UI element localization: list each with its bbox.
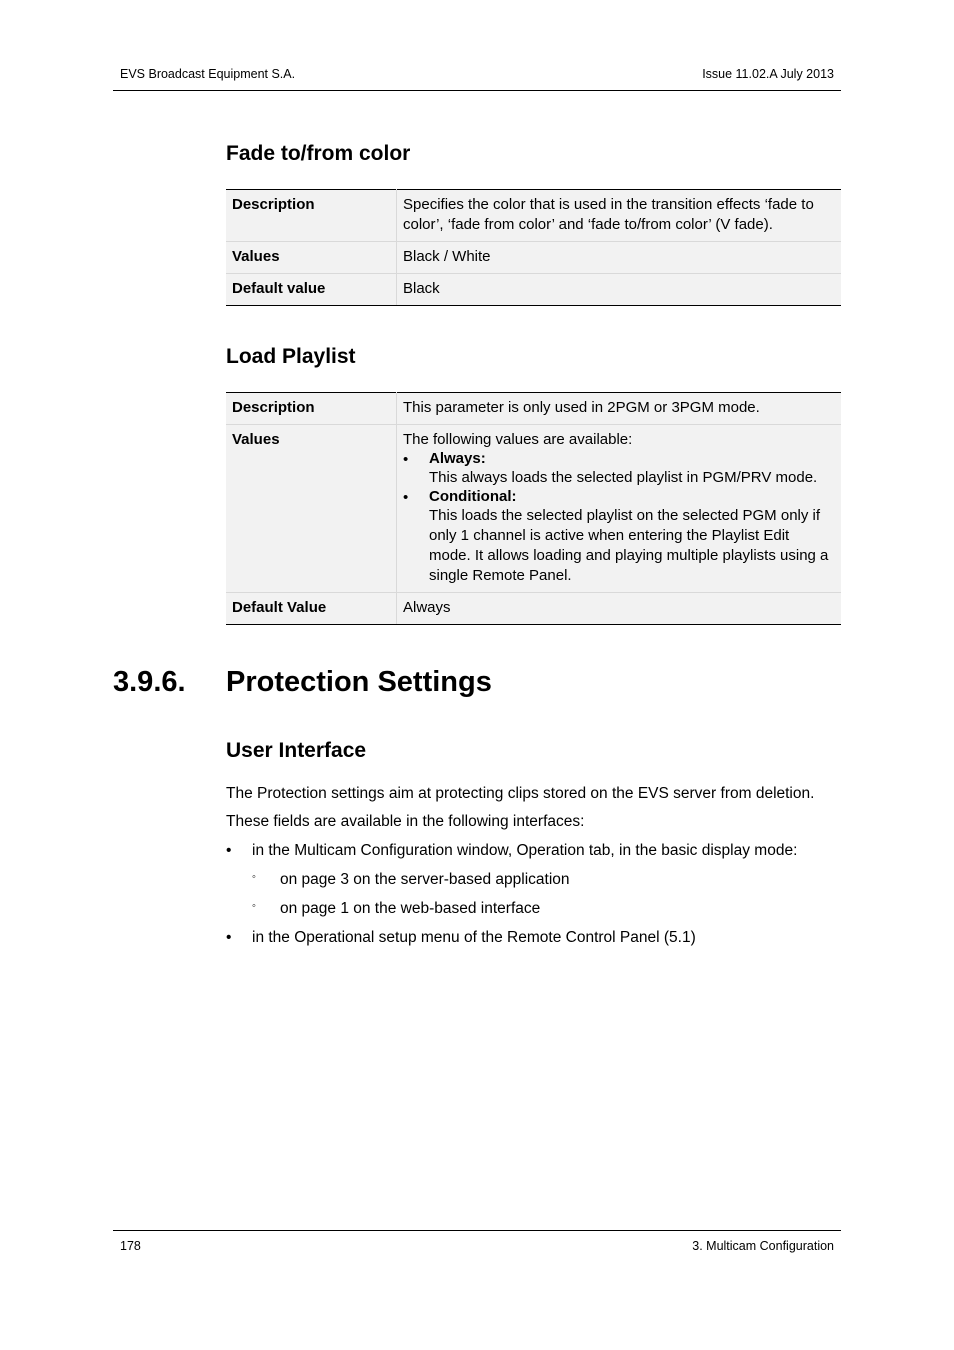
section-title: Protection Settings: [226, 666, 492, 698]
row-key: Values: [226, 425, 397, 593]
item-text: on page 1 on the web-based interface: [280, 900, 541, 917]
ui-paragraph-1: The Protection settings aim at protecting clips stored on the EVS server from deletion.: [226, 785, 815, 802]
playlist-table: [226, 392, 841, 625]
row-value: This parameter is only used in 2PGM or 3PGM mode.: [397, 393, 842, 425]
bullet-mark: •: [226, 929, 232, 946]
bullet-mark: •: [403, 489, 409, 506]
row-key: Default Value: [226, 593, 397, 625]
item-text: This loads the selected playlist on the selected PGM only if only 1 channel is active when entering the Playlist Edit mode. It allows loading and playing multiple playlists using a single Remote Panel.: [429, 507, 829, 584]
item-text: on page 3 on the server-based application: [280, 871, 570, 888]
row-value: Black / White: [397, 242, 842, 274]
sub-bullet-mark: ◦: [252, 871, 256, 883]
fade-table: [226, 189, 841, 306]
row-value: Specifies the color that is used in the transition effects ‘fade to color’, ‘fade from color’ and ‘fade to/from color’ (V fade).: [397, 190, 842, 242]
item-text: This always loads the selected playlist in PGM/PRV mode.: [429, 469, 818, 486]
section-heading: [113, 666, 841, 699]
footer-chapter: 3. Multicam Configuration: [692, 1239, 834, 1253]
row-key: Values: [226, 242, 397, 274]
row-value: Black: [397, 274, 842, 306]
values-intro: The following values are available:: [403, 431, 633, 448]
row-key: Description: [226, 190, 397, 242]
page-header: [113, 64, 841, 91]
table-row: [226, 593, 841, 625]
bullet-mark: •: [226, 842, 232, 859]
table-row: [226, 242, 841, 274]
page-footer: [113, 1230, 841, 1257]
list-item: [403, 488, 835, 586]
ui-paragraph-2: These fields are available in the following interfaces:: [226, 813, 585, 830]
row-value: Always: [397, 593, 842, 625]
header-company: EVS Broadcast Equipment S.A.: [120, 67, 296, 81]
page-number: 178: [120, 1239, 141, 1253]
section-number: 3.9.6.: [113, 666, 186, 698]
table-row: [226, 274, 841, 306]
item-text: in the Operational setup menu of the Remote Control Panel (5.1): [252, 929, 696, 946]
playlist-heading: Load Playlist: [226, 345, 356, 368]
table-row: [226, 190, 841, 242]
header-issue: Issue 11.02.A July 2013: [702, 67, 834, 81]
item-text: in the Multicam Configuration window, Operation tab, in the basic display mode:: [252, 842, 798, 859]
bullet-mark: •: [403, 451, 409, 468]
ui-heading: User Interface: [226, 739, 367, 762]
sub-bullet-mark: ◦: [252, 900, 256, 912]
values-list: [403, 450, 835, 586]
row-key: Default value: [226, 274, 397, 306]
table-row: [226, 425, 841, 593]
list-item: [403, 450, 835, 488]
item-term: Always:: [429, 450, 486, 467]
row-key: Description: [226, 393, 397, 425]
row-value: [397, 425, 842, 593]
fade-heading: Fade to/from color: [226, 142, 411, 165]
item-term: Conditional:: [429, 488, 517, 505]
table-row: [226, 393, 841, 425]
